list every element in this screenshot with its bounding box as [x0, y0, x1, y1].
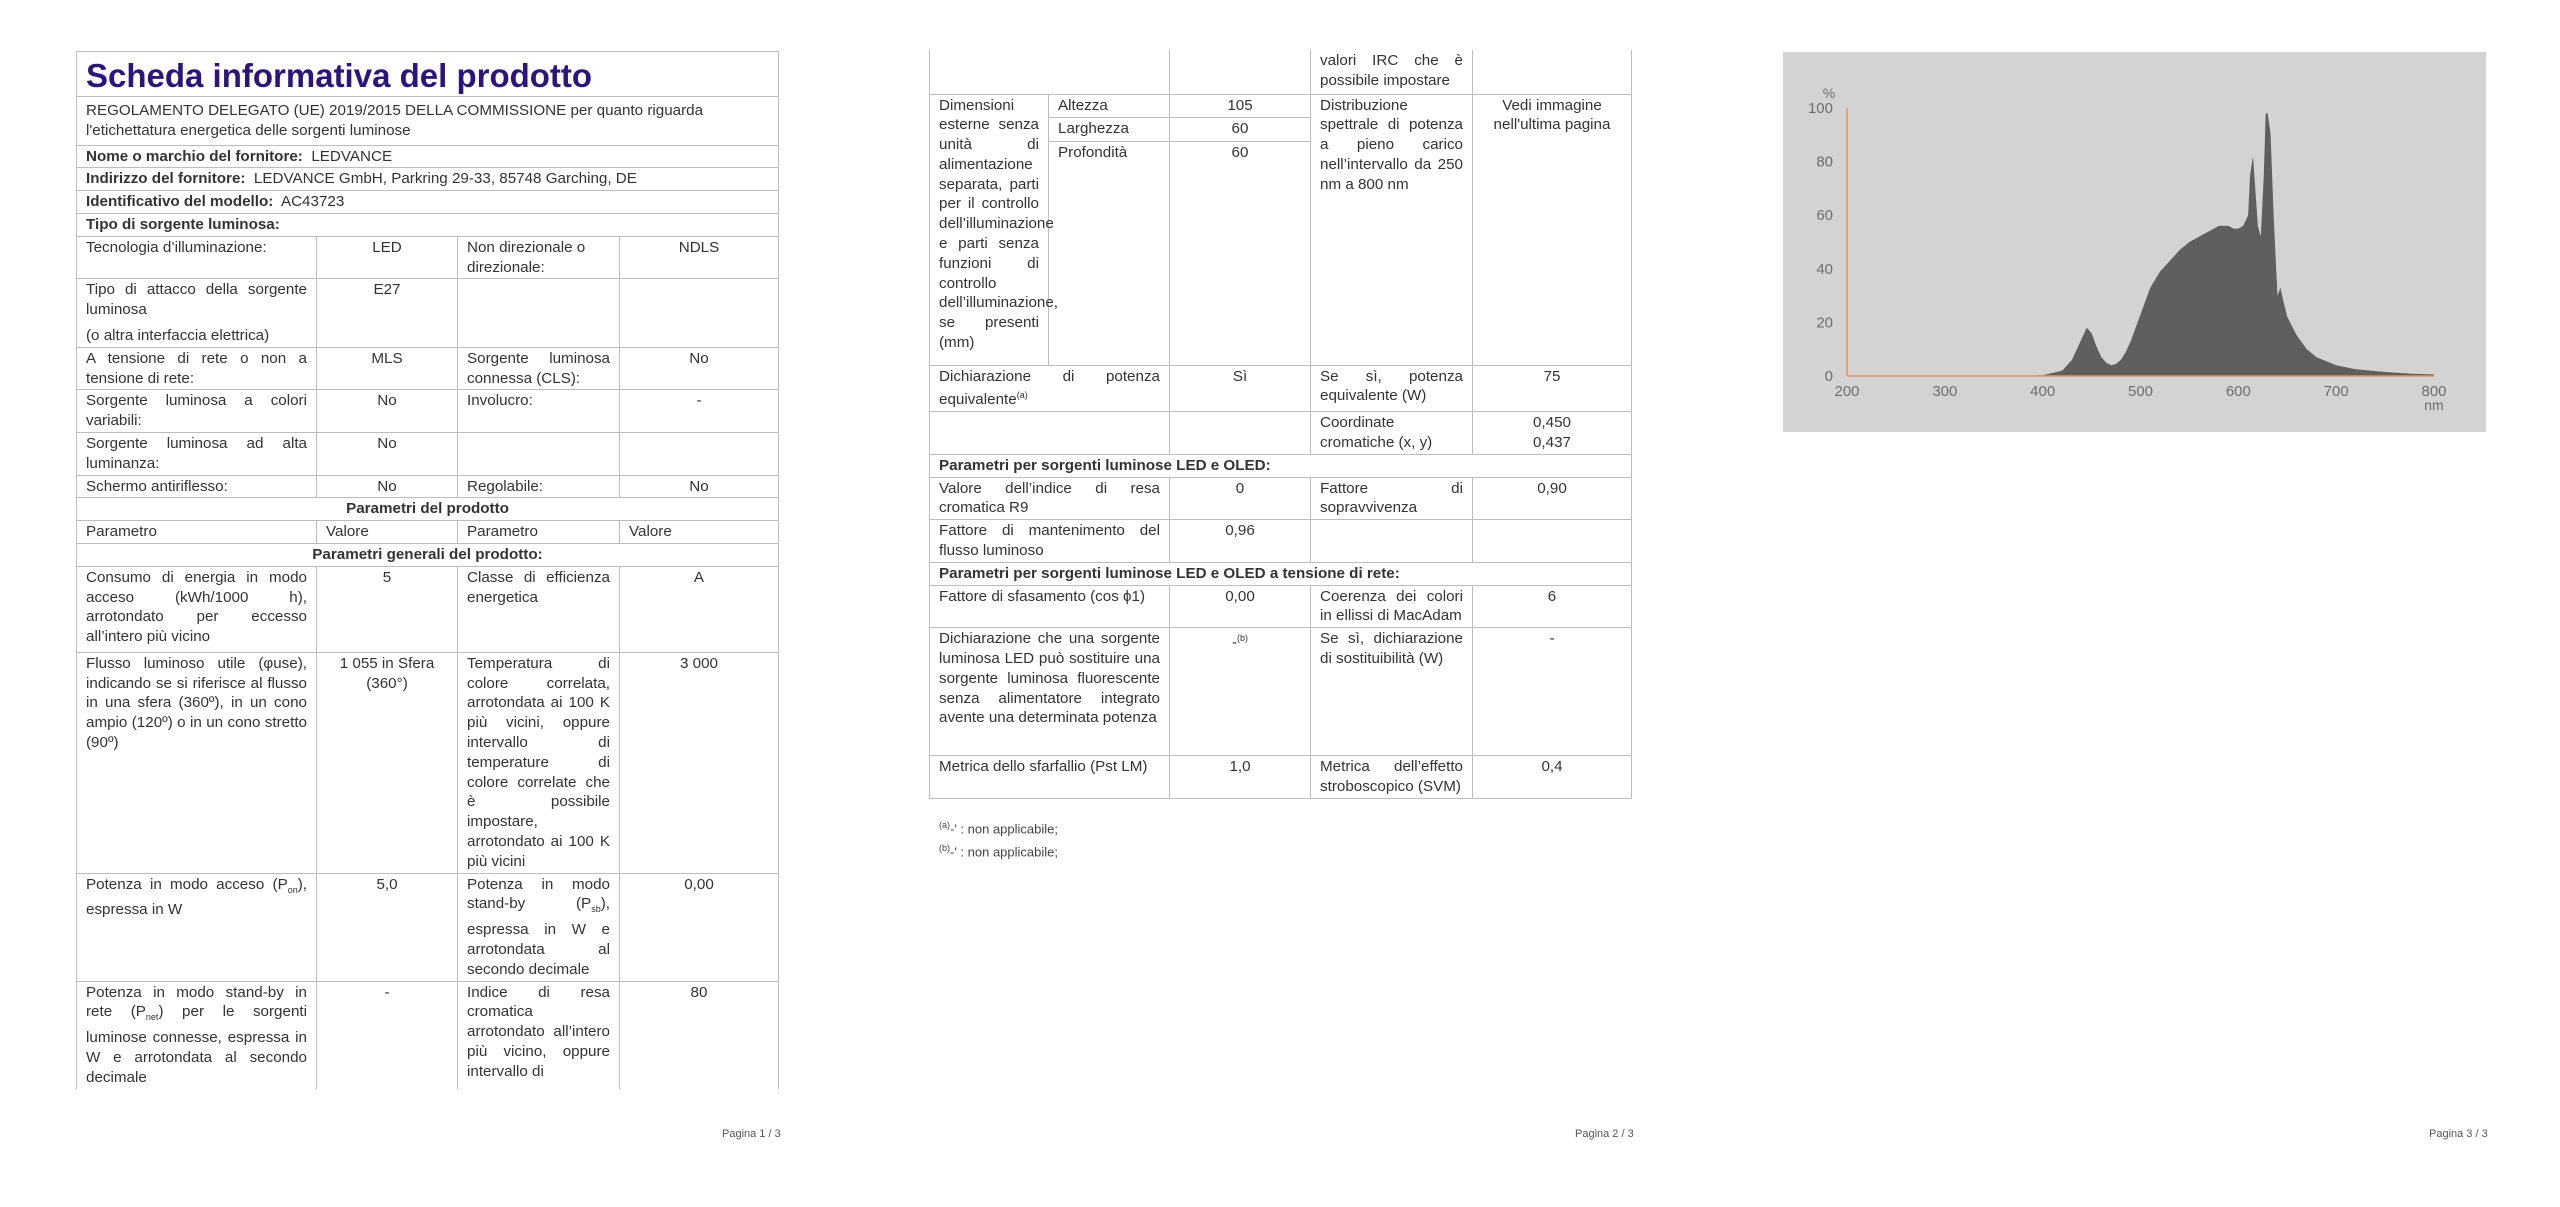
- x-tick-label: 700: [2323, 383, 2349, 400]
- empty-cell: [1170, 412, 1311, 455]
- empty-cell: [620, 432, 779, 475]
- cap-value: E27: [317, 279, 458, 347]
- regulation-text: REGOLAMENTO DELEGATO (UE) 2019/2015 DELLA COMMISSIONE per quanto riguarda l'etichettatura energetica delle sorgenti luminose: [77, 97, 779, 146]
- equivalent-power-value: Sì: [1170, 365, 1311, 412]
- on-mode-power-text-a: Potenza in modo acceso (P: [86, 875, 288, 893]
- cct-label: Temperatura di colore correlata, arrotondata ai 100 K più vicini, oppure intervallo di temperature di colore correlate che è possibile impostare, arrotondato ai 100 K più vicini: [458, 652, 620, 873]
- luminous-flux-value: 1 055 in Sfera (360°): [317, 652, 458, 873]
- tech-value: LED: [317, 236, 458, 279]
- col-header-param: Parametro: [77, 521, 317, 544]
- empty-cell: [1473, 50, 1632, 94]
- energy-consumption-value: 5: [317, 566, 458, 652]
- spd-label: Distribuzione spettrale di potenza a pieno carico nell’intervallo da 250 nm a 800 nm: [1311, 94, 1473, 365]
- page-title: Scheda informativa del prodotto: [77, 52, 779, 97]
- stroboscopic-value: 0,4: [1473, 756, 1632, 799]
- chromaticity-x: 0,450: [1532, 414, 1571, 432]
- height-label: Altezza: [1049, 94, 1170, 118]
- footnote-b-ref: (b): [1237, 633, 1249, 644]
- networked-standby-text-b: ) per le sorgenti luminose connesse, espressa in W e arrotondata al secondo decimale: [86, 1003, 307, 1086]
- networked-standby-label: [77, 981, 317, 1089]
- empty-cell: [1170, 50, 1311, 94]
- empty-cell: [458, 279, 620, 347]
- supplier-address-label: Indirizzo del fornitore:: [86, 170, 246, 188]
- depth-label: Profondità: [1049, 141, 1170, 365]
- led-mains-params-header: Parametri per sorgenti luminose LED e OLED a tensione di rete:: [930, 562, 1632, 585]
- equivalent-power-label: [930, 365, 1170, 412]
- colour-tunable-value: No: [317, 390, 458, 433]
- led-params-header: Parametri per sorgenti luminose LED e OLED:: [930, 454, 1632, 477]
- equivalent-watt-label: Se sì, potenza equivalente (W): [1311, 365, 1473, 412]
- replacement-watt-label: Se sì, dichiarazione di sostituibilità (W): [1311, 628, 1473, 756]
- dimensions-label: Dimensioni esterne senza unità di alimentazione separata, parti per il controllo dell’illuminazione e parti senza funzioni di controllo dell’illuminazione, se presenti (mm): [930, 94, 1049, 365]
- lumen-maintenance-value: 0,96: [1170, 520, 1311, 563]
- model-identifier: AC43723: [280, 193, 345, 211]
- supplier-name-row: [77, 145, 779, 168]
- stroboscopic-label: Metrica dell’effetto stroboscopico (SVM): [1311, 756, 1473, 799]
- spd-chart-svg: [1783, 52, 2486, 432]
- empty-cell: [930, 412, 1170, 455]
- y-tick-label: 40: [1816, 260, 1833, 278]
- equivalent-watt-value: 75: [1473, 365, 1632, 412]
- on-mode-power-value: 5,0: [317, 873, 458, 981]
- mains-label: A tensione di rete o non a tensione di rete:: [77, 347, 317, 390]
- footnote-a-marker: (a): [939, 820, 950, 830]
- y-tick-label: 60: [1816, 207, 1833, 225]
- flicker-label: Metrica dello sfarfallio (Pst LM): [930, 756, 1170, 799]
- envelope-value: -: [620, 390, 779, 433]
- r9-label: Valore dell’indice di resa cromatica R9: [930, 477, 1170, 520]
- glare-shield-label: Schermo antiriflesso:: [77, 475, 317, 498]
- page-number: Pagina 3 / 3: [2429, 1128, 2488, 1140]
- col-header-value: Valore: [620, 521, 779, 544]
- chromaticity-label: Coordinate cromatiche (x, y): [1311, 412, 1473, 455]
- replacement-watt-value: -: [1473, 628, 1632, 756]
- macadam-value: 6: [1473, 585, 1632, 628]
- y-tick-label: 100: [1807, 100, 1833, 117]
- width-label: Larghezza: [1049, 118, 1170, 142]
- displacement-factor-value: 0,00: [1170, 585, 1311, 628]
- high-luminance-label: Sorgente luminosa ad alta luminanza:: [77, 432, 317, 475]
- y-tick-label: 80: [1816, 153, 1833, 171]
- page-2: [853, 0, 1706, 1207]
- on-mode-power-label: [77, 873, 317, 981]
- supplier-address-row: [77, 168, 779, 191]
- empty-cell: [458, 432, 620, 475]
- standby-power-text-b: ), espressa in W e arrotondata al secondo decimale: [467, 895, 610, 978]
- cri-label: Indice di resa cromatica arrotondato all’intero più vicino, oppure intervallo di: [458, 981, 620, 1089]
- spd-value: Vedi immagine nell'ultima pagina: [1473, 94, 1632, 365]
- survival-factor-value: 0,90: [1473, 477, 1632, 520]
- x-tick-label: 600: [2225, 383, 2251, 400]
- cri-label-continued: valori IRC che è possibile impostare: [1311, 50, 1473, 94]
- product-params-header: Parametri del prodotto: [77, 498, 779, 521]
- supplier-name-label: Nome o marchio del fornitore:: [86, 147, 303, 165]
- cls-value: No: [620, 347, 779, 390]
- equivalent-power-text: Dichiarazione di potenza equivalente: [939, 367, 1160, 409]
- page-number: Pagina 1 / 3: [722, 1128, 781, 1140]
- replacement-claim-text: -: [1231, 634, 1238, 652]
- standby-power-sub: sb: [591, 904, 601, 915]
- empty-cell: [930, 50, 1170, 94]
- page-number: Pagina 2 / 3: [1575, 1128, 1634, 1140]
- cls-label: Sorgente luminosa connessa (CLS):: [458, 347, 620, 390]
- model-row: [77, 191, 779, 214]
- footnote-a-text: -' : non applicabile;: [950, 821, 1058, 837]
- on-mode-power-text-b: ), espressa in W: [86, 875, 307, 919]
- replacement-claim-value: [1170, 628, 1311, 756]
- standby-power-text-a: Potenza in modo stand-by (P: [467, 875, 610, 913]
- mains-value: MLS: [317, 347, 458, 390]
- x-tick-label: 800: [2421, 383, 2447, 400]
- depth-value: 60: [1170, 141, 1311, 365]
- x-tick-label: 400: [2030, 383, 2056, 400]
- model-label: Identificativo del modello:: [86, 193, 274, 211]
- footnote-a-ref: (a): [1016, 390, 1028, 401]
- displacement-factor-label: Fattore di sfasamento (cos ϕ1): [930, 585, 1170, 628]
- nondir-value: NDLS: [620, 236, 779, 279]
- general-params-header: Parametri generali del prodotto:: [77, 543, 779, 566]
- networked-standby-sub: net: [145, 1012, 159, 1023]
- y-tick-label: 20: [1816, 314, 1833, 332]
- page-1: [0, 0, 853, 1207]
- envelope-label: Involucro:: [458, 390, 620, 433]
- footnote-a: [939, 815, 1058, 839]
- x-tick-label: 300: [1932, 383, 1958, 400]
- spectral-power-distribution-chart: [1783, 52, 2486, 432]
- luminous-flux-label: Flusso luminoso utile (φuse), indicando se si riferisce al flusso in una sfera (360º), in un cono ampio (120º) o in un cono stretto (90º): [77, 652, 317, 873]
- empty-cell: [620, 279, 779, 347]
- chromaticity-value: [1473, 412, 1632, 455]
- x-tick-label: 500: [2127, 383, 2154, 400]
- empty-cell: [1473, 520, 1632, 563]
- x-tick-label: 200: [1834, 383, 1860, 400]
- energy-consumption-label: Consumo di energia in modo acceso (kWh/1000 h), arrotondato per eccesso all’intero più vicino: [77, 566, 317, 652]
- y-tick-label: 0: [1824, 368, 1833, 385]
- macadam-label: Coerenza dei colori in ellissi di MacAdam: [1311, 585, 1473, 628]
- y-axis-unit-label: %: [1822, 85, 1836, 101]
- high-luminance-value: No: [317, 432, 458, 475]
- networked-standby-value: -: [317, 981, 458, 1089]
- flicker-value: 1,0: [1170, 756, 1311, 799]
- spectrum-area: [2023, 113, 2434, 376]
- survival-factor-label: Fattore di sopravvivenza: [1311, 477, 1473, 520]
- dimmable-value: No: [620, 475, 779, 498]
- footnote-b-marker: (b): [939, 843, 950, 853]
- chromaticity-y: 0,437: [1532, 433, 1571, 451]
- energy-class-value: A: [620, 566, 779, 652]
- nondir-label: Non direzionale o direzionale:: [458, 236, 620, 279]
- cap-label-line2: (o altra interfaccia elettrica): [86, 326, 270, 344]
- on-mode-power-sub: on: [287, 884, 298, 895]
- col-header-value: Valore: [317, 521, 458, 544]
- product-info-table-part1: [76, 51, 779, 1089]
- energy-class-label: Classe di efficienza energetica: [458, 566, 620, 652]
- replacement-claim-label: Dichiarazione che una sorgente luminosa LED può sostituire una sorgente luminosa fluorescente senza alimentatore integrato avente una determinata potenza: [930, 628, 1170, 756]
- product-info-table-part2: [929, 50, 1632, 799]
- height-value: 105: [1170, 94, 1311, 118]
- networked-standby-text-a: Potenza in modo stand-by in rete (P: [86, 983, 307, 1021]
- cct-value: 3 000: [620, 652, 779, 873]
- col-header-param: Parametro: [458, 521, 620, 544]
- width-value: 60: [1170, 118, 1311, 142]
- footnote-b-text: -' : non applicabile;: [950, 844, 1058, 860]
- standby-power-value: 0,00: [620, 873, 779, 981]
- footnote-b: [939, 838, 1058, 862]
- lumen-maintenance-label: Fattore di mantenimento del flusso luminoso: [930, 520, 1170, 563]
- tech-label: Tecnologia d’illuminazione:: [77, 236, 317, 279]
- colour-tunable-label: Sorgente luminosa a colori variabili:: [77, 390, 317, 433]
- dimmable-label: Regolabile:: [458, 475, 620, 498]
- glare-shield-value: No: [317, 475, 458, 498]
- empty-cell: [1311, 520, 1473, 563]
- cri-value: 80: [620, 981, 779, 1089]
- standby-power-label: [458, 873, 620, 981]
- supplier-name: LEDVANCE: [311, 147, 393, 165]
- supplier-address: LEDVANCE GmbH, Parkring 29-33, 85748 Garching, DE: [253, 170, 637, 188]
- source-type-label: Tipo di sorgente luminosa:: [77, 213, 779, 236]
- x-axis-unit-label: nm: [2424, 397, 2444, 413]
- r9-value: 0: [1170, 477, 1311, 520]
- cap-label: [77, 279, 317, 347]
- cap-label-line1: Tipo di attacco della sorgente luminosa: [86, 281, 307, 319]
